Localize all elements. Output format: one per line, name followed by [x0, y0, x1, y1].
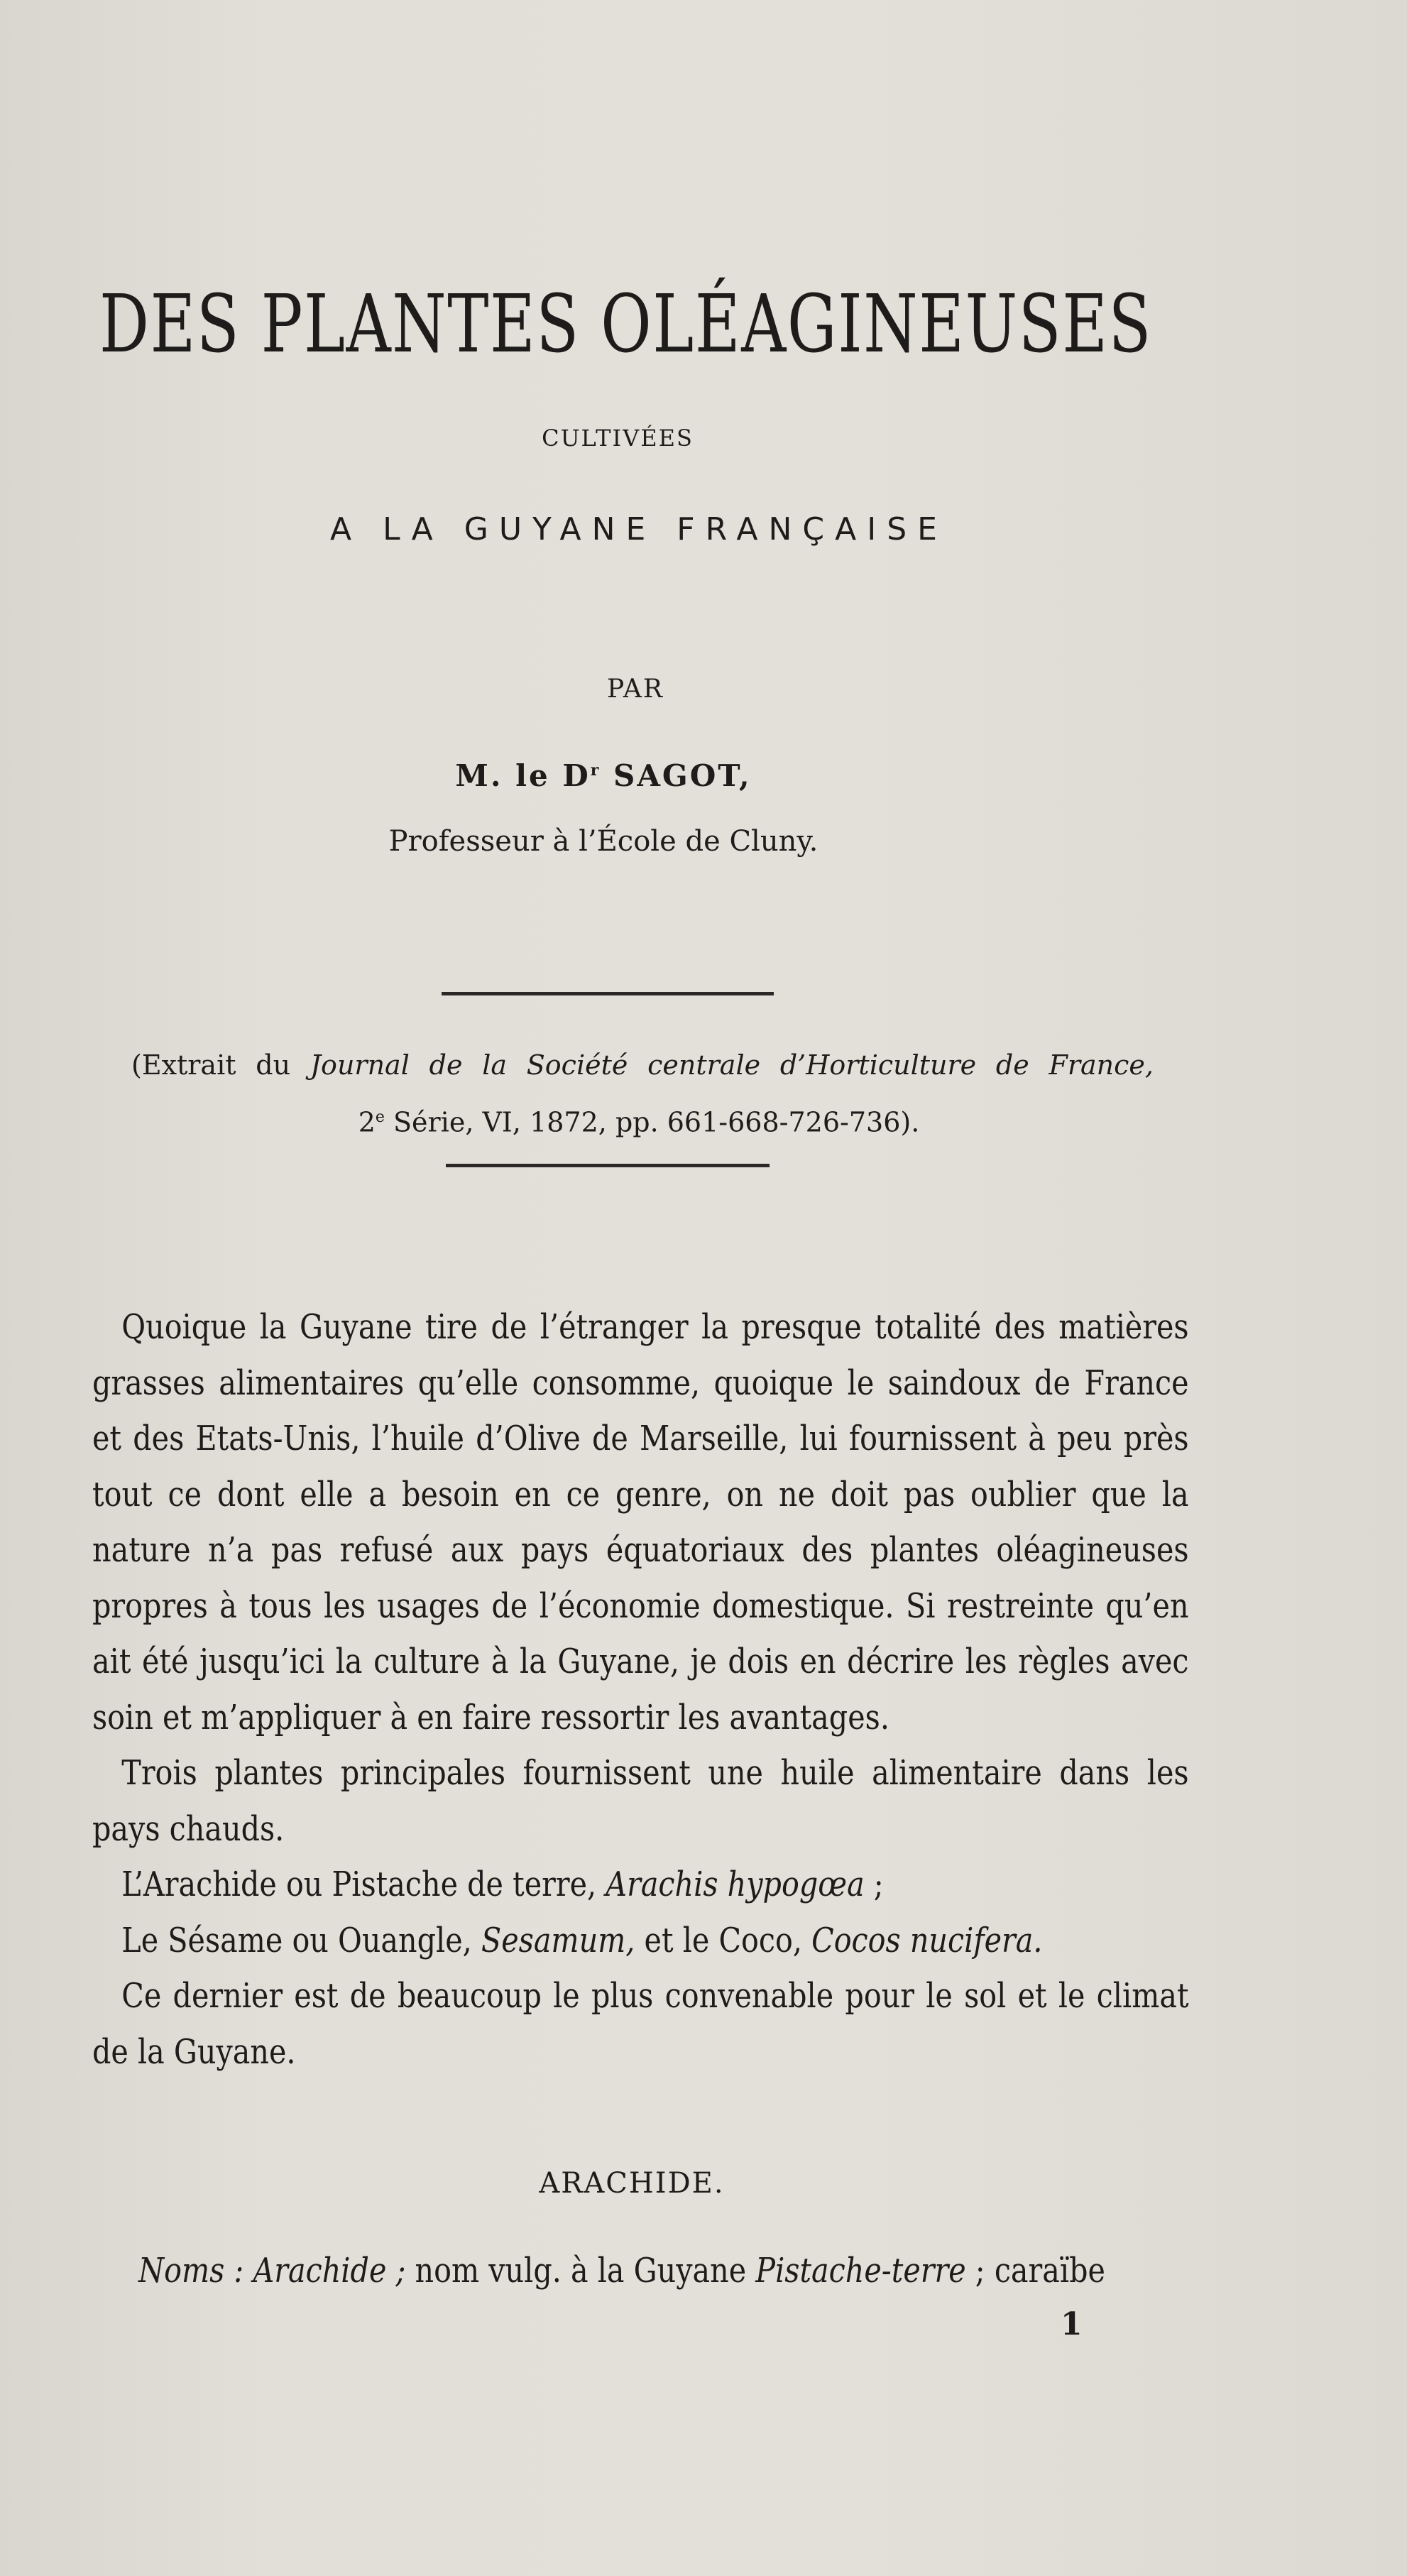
subtitle-guyane: A LA GUYANE FRANÇAISE — [330, 511, 948, 547]
author-name: SAGOT, — [601, 758, 752, 793]
sesame-text1: Le Sésame ou Ouangle, — [121, 1920, 481, 1960]
paragraph-trois-plantes: Trois plantes principales fournissent une huile alimentaire dans les pays chauds. — [92, 1753, 1189, 1849]
author-line — [0, 758, 1207, 793]
author-role: Professeur à l’École de Cluny. — [388, 825, 819, 858]
sesame-text2: et le Coco, — [635, 1920, 812, 1960]
divider-bottom — [446, 1164, 770, 1167]
cocos-latin: Cocos nucifera. — [811, 1920, 1043, 1960]
par-label: PAR — [606, 675, 664, 704]
divider-top — [442, 992, 774, 995]
arachide-text: L’Arachide ou Pistache de terre, — [121, 1865, 606, 1904]
author-prefix: M. le D — [455, 758, 591, 793]
extrait-open: (Extrait du — [131, 1049, 310, 1081]
noms-mid: nom vulg. à la Guyane — [405, 2251, 756, 2291]
signature-mark: 1 — [1061, 2306, 1083, 2342]
extrait-citation — [131, 1039, 1154, 1149]
noms-line — [138, 2251, 1105, 2291]
noms-label: Noms : Arachide ; — [138, 2251, 406, 2291]
subtitle-cultivees: CULTIVÉES — [542, 425, 694, 452]
body-text — [92, 1299, 1189, 2080]
noms-end: ; caraïbe — [965, 2251, 1105, 2291]
paragraph-arachide — [92, 1857, 1189, 1913]
paragraph-coco: Ce dernier est de beaucoup le plus convenable pour le sol et le climat de la Guyane. — [92, 1976, 1189, 2072]
paragraph-sesame — [92, 1913, 1189, 1969]
paragraph-intro: Quoique la Guyane tire de l’étranger la presque totalité des matières grasses alimentaires qu’elle consomme, quoique le saindoux de France et des Etats-Unis, l’huile d’Olive de Marseille, lui fournissent à peu près tout ce dont elle a besoin en ce genre, on ne doit pas oublier que la nature n’a pas refusé aux pays équatoriaux des plantes oléagineuses propres à tous les usages de l’économie domestique. Si restreinte qu’en ait été jusqu’ici la culture à la Guyane, je dois en décrire les règles avec soin et m’appliquer à en faire ressortir les avantages. — [92, 1307, 1189, 1737]
sesamum-latin: Sesamum, — [481, 1920, 635, 1960]
extrait-series-num: 2 — [358, 1106, 376, 1138]
extrait-series: Série, VI, 1872, pp. 661-668-726-736). — [384, 1106, 920, 1138]
author-prefix-sup: r — [590, 761, 601, 780]
extrait-series-sup: e — [375, 1108, 385, 1126]
noms-vulg: Pistache-terre — [755, 2251, 966, 2291]
document-title: DES PLANTES OLÉAGINEUSES — [99, 278, 1152, 371]
arachide-end: ; — [864, 1865, 884, 1904]
arachis-latin: Arachis hypogœa — [606, 1865, 865, 1904]
extrait-journal: Journal de la Société centrale d’Horticulture de France, — [310, 1049, 1154, 1081]
section-heading: ARACHIDE. — [539, 2167, 725, 2200]
